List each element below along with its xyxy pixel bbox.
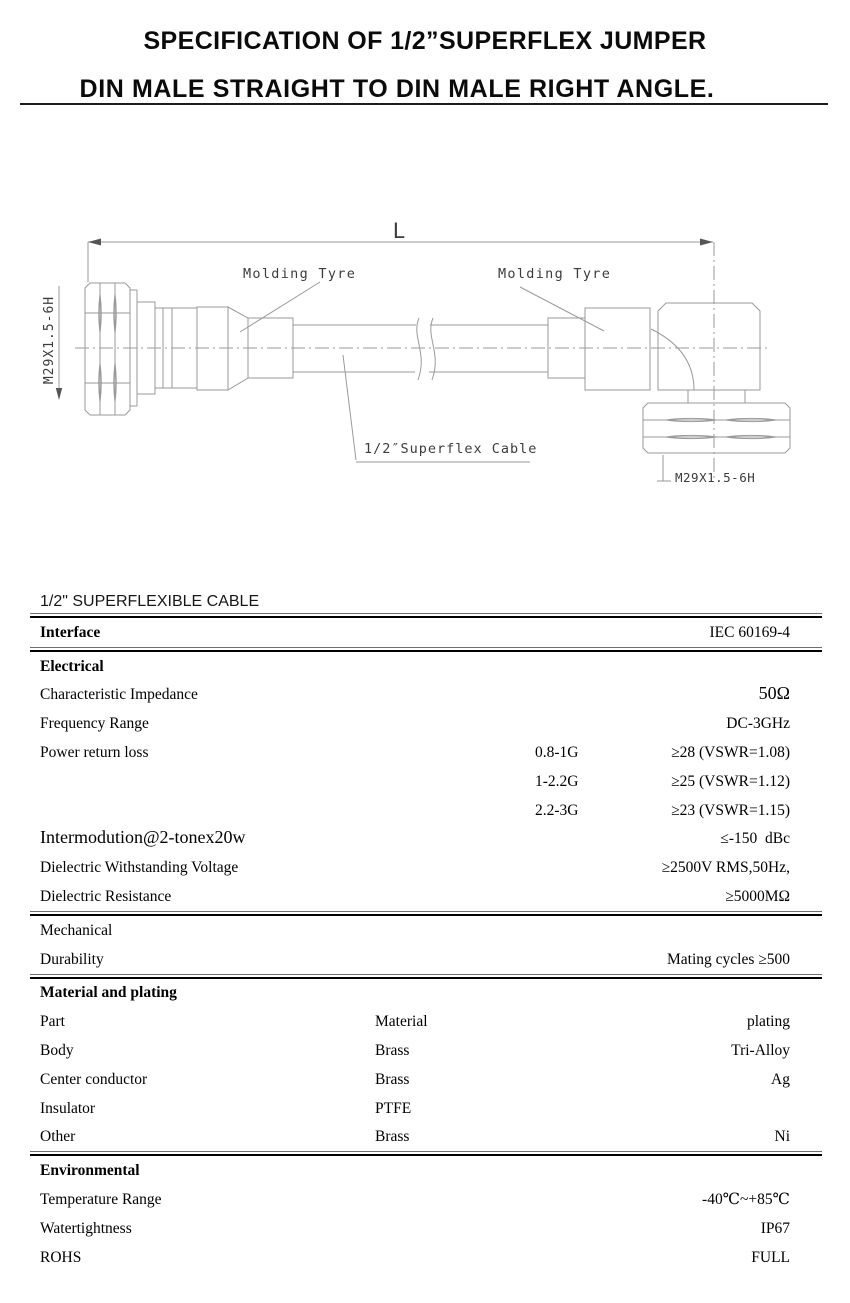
row-label: Power return loss xyxy=(40,743,149,761)
section-label: Material and plating xyxy=(40,984,177,1002)
row-value: Mating cycles ≥500 xyxy=(666,950,790,968)
row-label: Frequency Range xyxy=(40,715,149,733)
table-row xyxy=(30,738,822,767)
row-mid: Brass xyxy=(375,1128,410,1146)
row-mid: 0.8-1G xyxy=(535,743,579,761)
row-label: Center conductor xyxy=(40,1070,148,1088)
row-label: Durability xyxy=(40,950,104,968)
dim-arrow-right xyxy=(700,239,713,246)
row-value: ≥28 (VSWR=1.08) xyxy=(671,743,790,761)
table-row-mechanical xyxy=(30,916,822,945)
page-title-line2: DIN MALE STRAIGHT TO DIN MALE RIGHT ANGLE. xyxy=(79,75,715,103)
row-label: Watertightness xyxy=(40,1219,132,1237)
row-value: -40℃~+85℃ xyxy=(702,1190,790,1208)
row-value: ≥25 (VSWR=1.12) xyxy=(671,772,790,790)
row-label: Dielectric Resistance xyxy=(40,887,172,905)
cable-label: 1/2″Superflex Cable xyxy=(364,441,538,457)
length-dim-label: L xyxy=(392,219,406,243)
section-label: Mechanical xyxy=(40,921,113,939)
left-thread-label: M29X1.5-6H xyxy=(42,295,57,385)
row-mid: PTFE xyxy=(375,1099,412,1117)
table-row xyxy=(30,1185,822,1214)
row-label: ROHS xyxy=(40,1248,82,1266)
row-mid: Brass xyxy=(375,1041,410,1059)
table-row xyxy=(30,1007,822,1036)
table-row xyxy=(30,882,822,911)
row-label: Temperature Range xyxy=(40,1190,162,1208)
row-label: Intermodution@2-tonex20w xyxy=(40,827,246,848)
row-value: plating xyxy=(746,1013,790,1031)
row-value: ≥5000MΩ xyxy=(725,887,790,905)
section-label: Environmental xyxy=(40,1162,140,1180)
row-mid: Brass xyxy=(375,1070,410,1088)
title-divider xyxy=(20,103,828,105)
row-label: Insulator xyxy=(40,1099,96,1117)
row-label: Characteristic Impedance xyxy=(40,686,198,704)
row-value: IEC 60169-4 xyxy=(709,623,790,641)
row-value: ≥2500V RMS,50Hz, xyxy=(661,859,790,877)
table-row-material xyxy=(30,979,822,1008)
row-label: Other xyxy=(40,1128,76,1146)
table-row xyxy=(30,709,822,738)
right-thread-label: M29X1.5-6H xyxy=(675,470,756,485)
row-mid: 2.2-3G xyxy=(535,801,579,819)
dim-arrow-down xyxy=(56,388,62,400)
table-row xyxy=(30,1243,822,1272)
table-row xyxy=(30,945,822,974)
dim-arrow-left xyxy=(88,239,101,246)
spec-table xyxy=(30,590,822,1272)
table-row xyxy=(30,853,822,882)
row-value: Ni xyxy=(774,1128,790,1146)
table-row xyxy=(30,681,822,710)
left-molding-label: Molding Tyre xyxy=(243,266,357,282)
row-value: ≤-150 dBc xyxy=(720,830,790,848)
row-value: ≥23 (VSWR=1.15) xyxy=(671,801,790,819)
row-mid: 1-2.2G xyxy=(535,772,579,790)
row-value: Ag xyxy=(771,1070,790,1088)
row-label: Body xyxy=(40,1041,74,1059)
table-row xyxy=(30,1094,822,1123)
table-row xyxy=(30,1214,822,1243)
row-value: FULL xyxy=(751,1248,790,1266)
table-row-environmental xyxy=(30,1156,822,1185)
table-row xyxy=(30,1036,822,1065)
row-value: Tri-Alloy xyxy=(731,1041,790,1059)
row-value: IP67 xyxy=(760,1219,790,1237)
table-row xyxy=(30,825,822,854)
table-row xyxy=(30,1065,822,1094)
section-label: Electrical xyxy=(40,657,104,675)
table-row xyxy=(30,796,822,825)
row-label: Dielectric Withstanding Voltage xyxy=(40,859,239,877)
table-row xyxy=(30,767,822,796)
table-row-electrical xyxy=(30,652,822,681)
technical-drawing xyxy=(0,210,850,510)
table-caption: 1/2" SUPERFLEXIBLE CABLE xyxy=(40,593,260,610)
table-row xyxy=(30,1123,822,1152)
right-molding-label: Molding Tyre xyxy=(498,266,612,282)
row-mid: Material xyxy=(375,1013,428,1031)
row-label: Part xyxy=(40,1013,65,1031)
table-row-interface xyxy=(30,618,822,647)
row-value: 50Ω xyxy=(758,683,790,704)
row-label: Interface xyxy=(40,623,101,641)
row-value: DC-3GHz xyxy=(726,715,790,733)
page-title-line1: SPECIFICATION OF 1/2”SUPERFLEX JUMPER xyxy=(143,27,707,55)
